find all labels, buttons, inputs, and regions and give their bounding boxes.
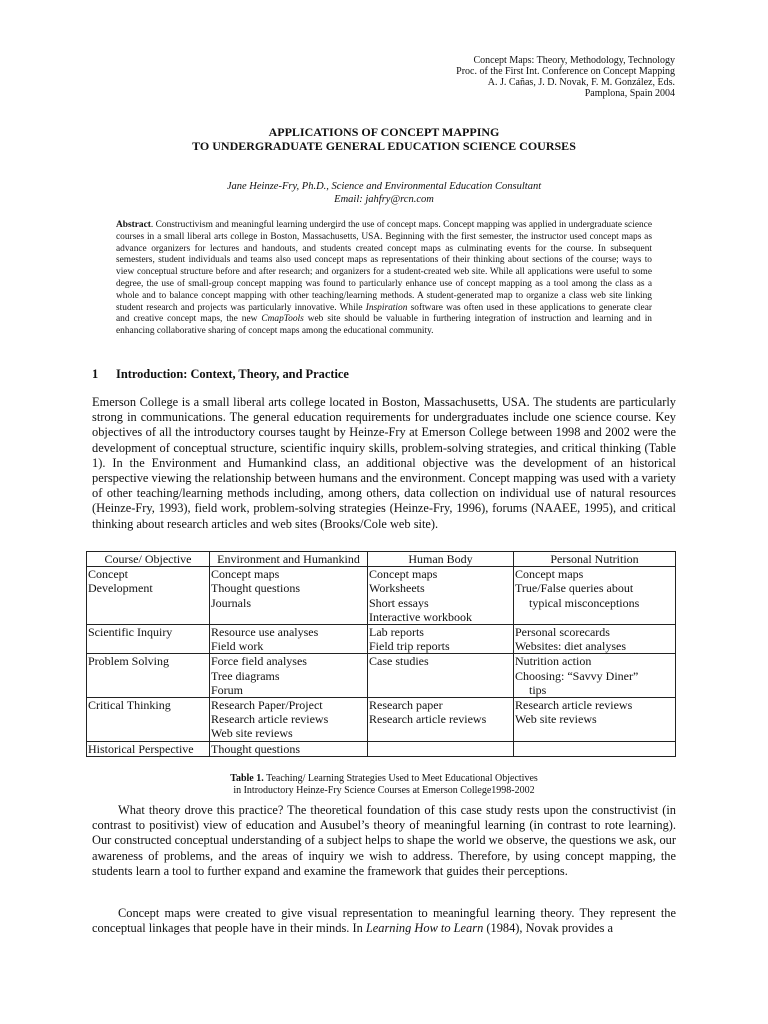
cell-line: Development bbox=[88, 581, 153, 596]
table-cell-objective bbox=[87, 654, 210, 698]
cell-line: Resource use analyses bbox=[211, 625, 319, 640]
table-cell-human-body bbox=[368, 654, 514, 698]
table-cell-environment bbox=[210, 698, 368, 742]
cell-line: Thought questions bbox=[211, 581, 300, 596]
caption-label: Table 1. bbox=[230, 773, 264, 784]
table-cell-environment bbox=[210, 654, 368, 698]
table-header-cell: Environment and Humankind bbox=[210, 552, 368, 567]
abstract bbox=[116, 220, 652, 338]
abstract-label: Abstract bbox=[116, 220, 151, 230]
header-line: Proc. of the First Int. Conference on Concept Mapping bbox=[456, 66, 675, 77]
table-row bbox=[87, 698, 676, 742]
cell-line: Research Paper/Project bbox=[211, 698, 323, 713]
table-header-cell: Course/ Objective bbox=[87, 552, 210, 567]
cell-line: Concept maps bbox=[211, 567, 280, 582]
cell-line: True/False queries about bbox=[515, 581, 634, 596]
caption-line bbox=[0, 773, 768, 785]
proceedings-header bbox=[456, 55, 675, 99]
paper-title bbox=[0, 125, 768, 153]
strategies-table bbox=[86, 551, 676, 757]
title-line-2: TO UNDERGRADUATE GENERAL EDUCATION SCIENCE COURSES bbox=[192, 139, 576, 153]
body-paragraph: Emerson College is a small liberal arts college located in Boston, Massachusetts, USA. The students are particularly strong in communications. The general education requirements for undergraduates include one science course. Key objectives of all the introductory courses taught by Heinze-Fry at Emerson College between 1998 and 2002 were the development of conceptual structure, scientific inquiry skills, problem-solving strategies, and critical thinking (Table 1). In the Environment and Humankind class, an additional objective was the development of an historical perspective viewing the relationship between humans and the environment. Concept mapping was used with a variety of other teaching/learning methods including, among others, data collection on individual use of natural resources (Heinze-Fry, 1993), field work, problem-solving strategies (Heinze-Fry, 1996), forums (NAAEE, 1995), and critical thinking about research articles and web sites (Brooks/Cole web site). bbox=[92, 395, 676, 531]
cell-line: Field trip reports bbox=[369, 639, 450, 654]
table-cell-objective bbox=[87, 625, 210, 654]
cell-line: Case studies bbox=[369, 654, 429, 669]
table-cell-human-body bbox=[368, 625, 514, 654]
abstract-text: software was often used in these applications to generate clear and creative concept maps, the new bbox=[116, 302, 652, 325]
header-line: Concept Maps: Theory, Methodology, Technology bbox=[473, 55, 675, 66]
table-cell-human-body bbox=[368, 698, 514, 742]
table-row bbox=[87, 654, 676, 698]
cell-line: Research article reviews bbox=[211, 712, 329, 727]
table-header-cell: Human Body bbox=[368, 552, 514, 567]
table-cell-nutrition bbox=[514, 625, 676, 654]
cell-line: tips bbox=[529, 682, 547, 697]
body-paragraph: What theory drove this practice? The theoretical foundation of this case study rests upon the constructivist (in contrast to positivist) view of education and Ausubel’s theory of meaningful learning (in contrast to rote learning). Our constructed conceptual understanding of a subject helps to shape the world we observe, the questions we ask, our awareness of problems, and the areas of inquiry we wish to address. Therefore, by using concept mapping, the students learn a tool to further expand and examine the framework that guides their perceptions. bbox=[92, 803, 676, 878]
table-cell-objective bbox=[87, 698, 210, 742]
table-cell-environment bbox=[210, 625, 368, 654]
cell-line: Websites: diet analyses bbox=[515, 639, 627, 654]
cell-line: Research article reviews bbox=[515, 698, 633, 713]
author-email: Email: jahfry@rcn.com bbox=[334, 194, 434, 205]
paragraph-text: (1984), Novak provides a bbox=[483, 921, 614, 936]
table-cell-nutrition bbox=[514, 567, 676, 625]
table-header-row bbox=[87, 552, 676, 567]
body-paragraph bbox=[92, 906, 676, 936]
cell-line: Research paper bbox=[369, 698, 443, 713]
cell-line: Concept bbox=[88, 567, 128, 582]
book-title: Learning How to Learn bbox=[365, 921, 484, 936]
header-line: A. J. Cañas, J. D. Novak, F. M. González, Eds. bbox=[487, 77, 675, 88]
table-cell-nutrition bbox=[514, 698, 676, 742]
cell-line: Journals bbox=[211, 595, 251, 610]
cell-line: Research article reviews bbox=[369, 712, 487, 727]
table-cell-objective bbox=[87, 567, 210, 625]
abstract-software-name: Inspiration bbox=[365, 302, 408, 313]
title-line-1: APPLICATIONS OF CONCEPT MAPPING bbox=[268, 125, 500, 139]
cell-line: Concept maps bbox=[369, 567, 438, 582]
cell-line: Force field analyses bbox=[211, 654, 307, 669]
table-cell-human-body bbox=[368, 741, 514, 756]
cell-line: Forum bbox=[211, 682, 244, 697]
cell-line: Interactive workbook bbox=[369, 609, 472, 624]
header-line: Pamplona, Spain 2004 bbox=[584, 88, 675, 99]
cell-line: Field work bbox=[211, 639, 264, 654]
table-row bbox=[87, 567, 676, 625]
cell-line: Web site reviews bbox=[211, 726, 293, 741]
caption-line: in Introductory Heinze-Fry Science Courses at Emerson College1998-2002 bbox=[233, 785, 535, 796]
paragraph-text: Concept maps were created to give visual representation to meaningful learning theory. They represent the conceptual linkages that people have in their minds. In bbox=[92, 906, 676, 936]
table-cell-human-body bbox=[368, 567, 514, 625]
cell-line: Nutrition action bbox=[515, 654, 592, 669]
table-row bbox=[87, 625, 676, 654]
cell-line: Worksheets bbox=[369, 581, 425, 596]
table-cell-environment bbox=[210, 567, 368, 625]
cell-line: Tree diagrams bbox=[211, 668, 280, 683]
table-cell-nutrition bbox=[514, 654, 676, 698]
cell-line: Critical Thinking bbox=[88, 698, 171, 713]
cell-line: Choosing: “Savvy Diner” bbox=[515, 668, 639, 683]
table-cell-nutrition bbox=[514, 741, 676, 756]
cell-line: Personal scorecards bbox=[515, 625, 610, 640]
cell-line: Lab reports bbox=[369, 625, 424, 640]
table-cell-environment bbox=[210, 741, 368, 756]
author-block bbox=[0, 180, 768, 206]
table-header-cell: Personal Nutrition bbox=[514, 552, 676, 567]
cell-line: Concept maps bbox=[515, 567, 584, 582]
abstract-text: web site should be valuable in furthering integration of instruction and learning and in enhancing collaborative sharing of concept maps among the educational community. bbox=[116, 314, 652, 337]
abstract-software-name: CmapTools bbox=[261, 314, 304, 325]
section-heading bbox=[92, 367, 349, 382]
cell-line: Short essays bbox=[369, 595, 429, 610]
cell-line: Problem Solving bbox=[88, 654, 170, 669]
cell-line: Thought questions bbox=[211, 741, 300, 756]
cell-line: Historical Perspective bbox=[88, 741, 194, 756]
caption-text: Teaching/ Learning Strategies Used to Meet Educational Objectives bbox=[263, 773, 538, 784]
author-line: Jane Heinze-Fry, Ph.D., Science and Environmental Education Consultant bbox=[226, 181, 542, 192]
section-number: 1 bbox=[92, 367, 99, 381]
table-cell-objective bbox=[87, 741, 210, 756]
table-row bbox=[87, 741, 676, 756]
cell-line: Scientific Inquiry bbox=[88, 625, 173, 640]
abstract-text: . Constructivism and meaningful learning undergird the use of concept maps. Concept mapping was applied in undergraduate science courses in a small liberal arts college in Boston, Massachusetts, USA. Beginning with the first semester, the instructor used concept maps as advance organizers for lectures and handouts, and students created concept maps as culminating events for the course. In subsequent semesters, student individuals and teams also used concept maps as representations of their thinking about sections of the course; ways to view conceptual structure before and after research; and organizers for a student-created web site. While all applications were useful to some degree, the use of small-group concept mapping was found to particularly enhance use of concept mapping as a tool among the class as a whole and to balance concept mapping with other teaching/learning methods. A student-generated map to organize a class web site linking student research and projects was particularly innovative. While bbox=[116, 220, 652, 313]
table-caption bbox=[0, 773, 768, 797]
section-title: Introduction: Context, Theory, and Practice bbox=[116, 367, 349, 381]
cell-line: Web site reviews bbox=[515, 712, 597, 727]
cell-line: typical misconceptions bbox=[529, 595, 640, 610]
